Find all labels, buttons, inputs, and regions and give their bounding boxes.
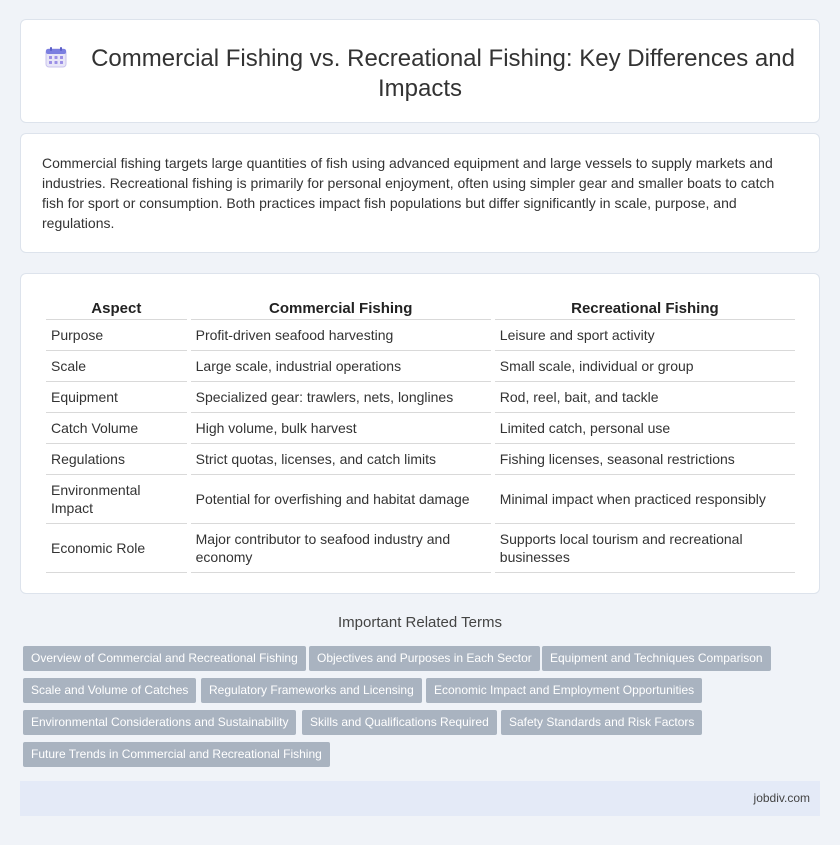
comparison-card [20, 273, 820, 594]
related-term-link[interactable]: Scale and Volume of Catches [23, 678, 196, 703]
row-aspect: Catch Volume [46, 413, 187, 444]
row-aspect: Regulations [46, 444, 187, 475]
footer [20, 781, 820, 816]
row-aspect: Equipment [46, 382, 187, 413]
table-row [46, 475, 795, 524]
related-term-link[interactable]: Future Trends in Commercial and Recreational Fishing [23, 742, 330, 767]
related-term-link[interactable]: Overview of Commercial and Recreational Fishing [23, 646, 306, 671]
table-row [46, 444, 795, 475]
row-commercial: Specialized gear: trawlers, nets, longlines [191, 382, 491, 413]
header-aspect: Aspect [46, 294, 187, 320]
related-term-link[interactable]: Objectives and Purposes in Each Sector [309, 646, 540, 671]
table-row [46, 382, 795, 413]
intro-card [20, 133, 820, 253]
page-title: Commercial Fishing vs. Recreational Fishing: Key Differences and Impacts [91, 45, 795, 102]
row-aspect: Scale [46, 351, 187, 382]
row-aspect: Economic Role [46, 524, 187, 573]
table-header-row [46, 294, 795, 320]
table-row [46, 524, 795, 573]
related-term-link[interactable]: Equipment and Techniques Comparison [542, 646, 771, 671]
related-term-link[interactable]: Skills and Qualifications Required [302, 710, 497, 735]
header-card [20, 19, 820, 123]
page-title-wrap [21, 44, 819, 104]
related-terms-title: Important Related Terms [338, 614, 502, 631]
row-aspect: Environmental Impact [46, 475, 187, 524]
row-recreational: Small scale, individual or group [495, 351, 795, 382]
table-row [46, 351, 795, 382]
row-recreational: Minimal impact when practiced responsibly [495, 475, 795, 524]
header-recreational: Recreational Fishing [495, 294, 795, 320]
row-commercial: Potential for overfishing and habitat damage [191, 475, 491, 524]
related-term-link[interactable]: Safety Standards and Risk Factors [501, 710, 702, 735]
row-commercial: Strict quotas, licenses, and catch limits [191, 444, 491, 475]
row-recreational: Supports local tourism and recreational businesses [495, 524, 795, 573]
row-commercial: Major contributor to seafood industry and economy [191, 524, 491, 573]
header-commercial: Commercial Fishing [191, 294, 491, 320]
row-recreational: Limited catch, personal use [495, 413, 795, 444]
row-recreational: Leisure and sport activity [495, 320, 795, 351]
row-recreational: Rod, reel, bait, and tackle [495, 382, 795, 413]
row-commercial: Profit-driven seafood harvesting [191, 320, 491, 351]
related-term-link[interactable]: Environmental Considerations and Sustainability [23, 710, 296, 735]
table-row [46, 320, 795, 351]
calendar-icon [45, 46, 67, 68]
related-term-link[interactable]: Regulatory Frameworks and Licensing [201, 678, 422, 703]
table-row [46, 413, 795, 444]
intro-text: Commercial fishing targets large quantities of fish using advanced equipment and large vessels to supply markets and industries. Recreational fishing is primarily for personal enjoyment, often using simpler gear and smaller boats to catch fish for sport or consumption. Both practices impact fish populations but differ significantly in scale, purpose, and regulations. [42, 155, 775, 231]
footer-site-link[interactable]: jobdiv.com [753, 791, 810, 805]
row-recreational: Fishing licenses, seasonal restrictions [495, 444, 795, 475]
row-commercial: High volume, bulk harvest [191, 413, 491, 444]
row-aspect: Purpose [46, 320, 187, 351]
related-term-link[interactable]: Economic Impact and Employment Opportunities [426, 678, 702, 703]
row-commercial: Large scale, industrial operations [191, 351, 491, 382]
comparison-table [42, 294, 799, 573]
